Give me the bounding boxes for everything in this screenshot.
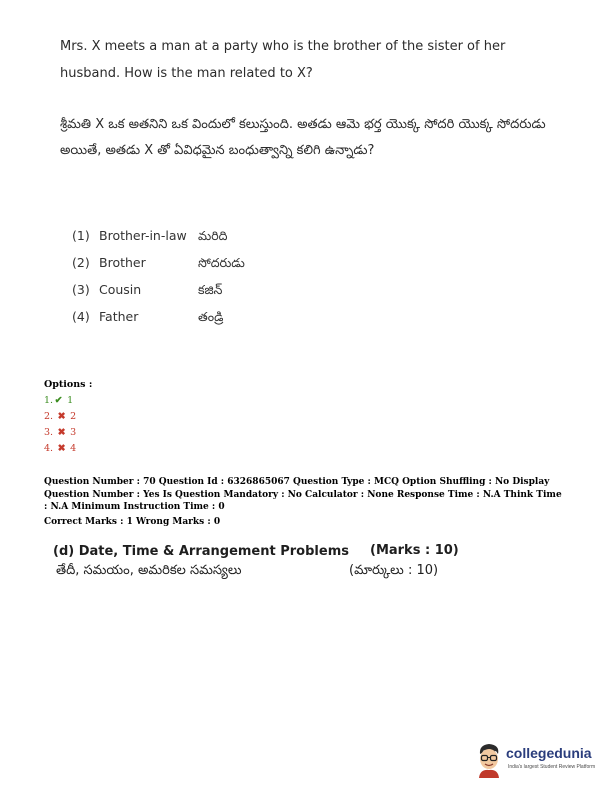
brand-tagline: India's largest Student Review Platform (508, 764, 596, 770)
option-item-4 (44, 441, 92, 457)
option-value: 2 (70, 411, 77, 422)
cross-icon: ✖ (57, 411, 66, 422)
option-value: 1 (67, 395, 74, 406)
options-header: Options : (44, 379, 93, 390)
choice-label-english: Father (99, 309, 139, 324)
choice-number: (4) (72, 309, 90, 324)
brand-logo (475, 742, 605, 782)
options-list (44, 377, 92, 457)
option-number: 2. (44, 411, 54, 422)
choice-label-telugu: సోదరుడు (198, 255, 245, 270)
choice-number: (1) (72, 228, 90, 243)
question-text-english: Mrs. X meets a man at a party who is the brother of the sister of her husband. How is the man related to X? (60, 39, 506, 81)
question-details: Question Number : 70 Question Id : 6326865067 Question Type : MCQ Option Shuffling : No Display Question Number : Yes Is Question Mandatory : No Calculator : None Response Time : N.A Think Time : N.A Minimum Instruction Time : 0 (44, 477, 562, 512)
question-text-telugu: శ్రీమతి X ఒక అతనిని ఒక విందులో కలుస్తుంది. అతడు ఆమె భర్త యొక్క సోదరి యొక్క సోదరుడు అయితే, అతడు X తో ఏవిధమైన బంధుత్వాన్ని కలిగి ఉన్నాడు? (60, 117, 546, 158)
section-marks-telugu: (మార్కులు : 10) (349, 563, 439, 578)
mascot-icon (475, 742, 503, 778)
question-metadata (44, 476, 564, 528)
option-number: 4. (44, 443, 54, 454)
section-marks: (Marks : 10) (370, 543, 459, 558)
choice-label-english: Brother (99, 255, 146, 270)
option-item-2 (44, 409, 92, 425)
choice-label-telugu: తండ్రి (198, 309, 224, 324)
option-number: 1. (44, 395, 54, 406)
choice-label-telugu: మరిది (198, 228, 228, 243)
brand-name: collegedunia (506, 745, 592, 761)
option-item-3 (44, 425, 92, 441)
choice-number: (2) (72, 255, 90, 270)
section-title-telugu: తేదీ, సమయం, అమరికల సమస్యలు (56, 563, 242, 578)
check-icon: ✔ (54, 395, 63, 406)
marks-info: Correct Marks : 1 Wrong Marks : 0 (44, 516, 221, 527)
choice-label-english: Brother-in-law (99, 228, 187, 243)
cross-icon: ✖ (57, 427, 66, 438)
option-number: 3. (44, 427, 54, 438)
option-value: 3 (70, 427, 77, 438)
section-title: (d) Date, Time & Arrangement Problems (53, 544, 349, 559)
choice-label-english: Cousin (99, 282, 142, 297)
choice-number: (3) (72, 282, 90, 297)
choice-label-telugu: కజిన్ (198, 282, 223, 297)
option-value: 4 (70, 443, 77, 454)
cross-icon: ✖ (57, 443, 66, 454)
option-item-1 (44, 393, 92, 409)
